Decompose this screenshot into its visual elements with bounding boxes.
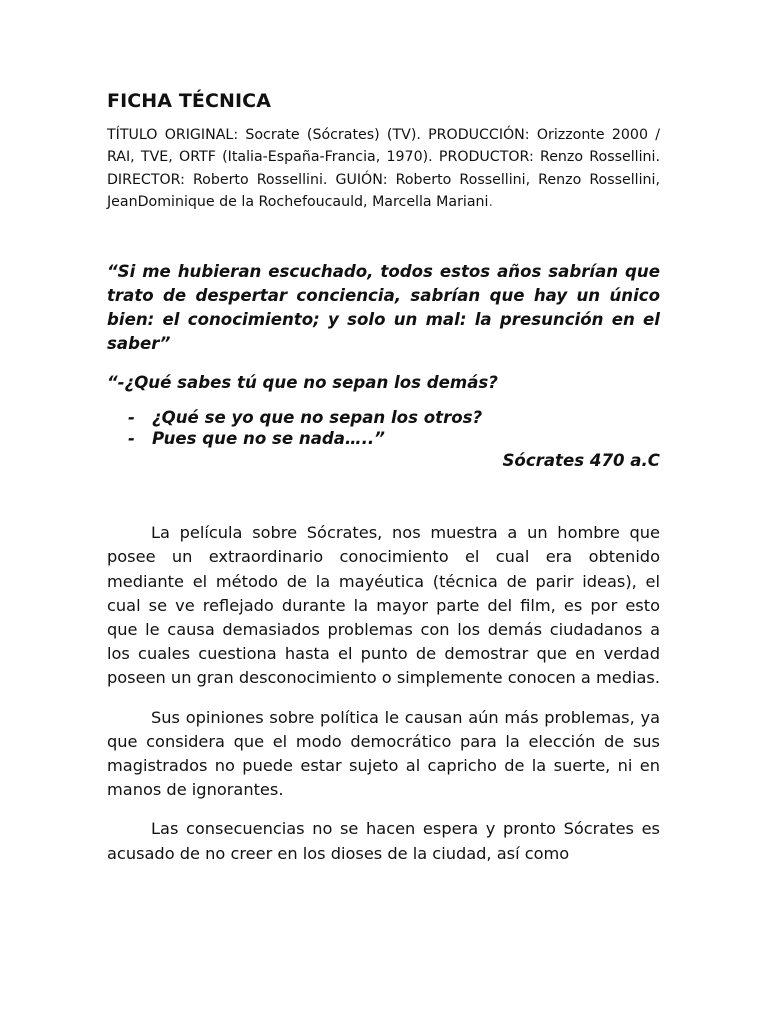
body-paragraph: Sus opiniones sobre política le causan aún más problemas, ya que considera que el modo democrático para la elección de sus magistrados no puede estar sujeto al capricho de la suerte, ni en manos de ignorantes. [107, 707, 660, 800]
answer-dash: - [128, 408, 135, 428]
dialogue-answer [107, 407, 660, 428]
technical-sheet-end: . [488, 193, 493, 210]
answer-text: ¿Qué se yo que no sepan los otros? [152, 408, 483, 428]
answer-dash: - [128, 429, 135, 449]
dialogue-question: “-¿Qué sabes tú que no sepan los demás? [107, 373, 498, 393]
document-heading: FICHA TÉCNICA [107, 90, 272, 112]
quote-attribution: Sócrates 470 a.C [502, 451, 660, 471]
technical-sheet-text: TÍTULO ORIGINAL: Socrate (Sócrates) (TV). PRODUCCIÓN: Orizzonte 2000 / RAI, TVE, ORTF (Italia-España-Francia, 1970). PRODUCTOR: Renzo Rossellini. DIRECTOR: Roberto Rossellini. GUIÓN: Roberto Rossellini, Renzo Rossellini, JeanDominique de la Rochefoucauld, Marcella Mariani [107, 127, 660, 210]
body-paragraph: Las consecuencias no se hacen espera y pronto Sócrates es acusado de no creer en los dioses de la ciudad, así como [107, 819, 660, 863]
technical-sheet [107, 124, 660, 213]
document-page [107, 90, 660, 866]
answer-text: Pues que no se nada…..” [152, 429, 385, 449]
dialogue-answers [107, 407, 660, 449]
dialogue-answer [107, 428, 660, 449]
socrates-quote: “Si me hubieran escuchado, todos estos años sabrían que trato de despertar conciencia, sabrían que hay un único bien: el conocimiento; y solo un mal: la presunción en el saber” [107, 262, 660, 354]
body-paragraph: La película sobre Sócrates, nos muestra a un hombre que posee un extraordinario conocimiento el cual era obtenido mediante el método de la mayéutica (técnica de parir ideas), el cual se ve reflejado durante la mayor parte del film, es por esto que le causa demasiados problemas con los demás ciudadanos a los cuales cuestiona hasta el punto de demostrar que en verdad poseen un gran desconocimiento o simplemente conocen a medias. [107, 523, 660, 688]
